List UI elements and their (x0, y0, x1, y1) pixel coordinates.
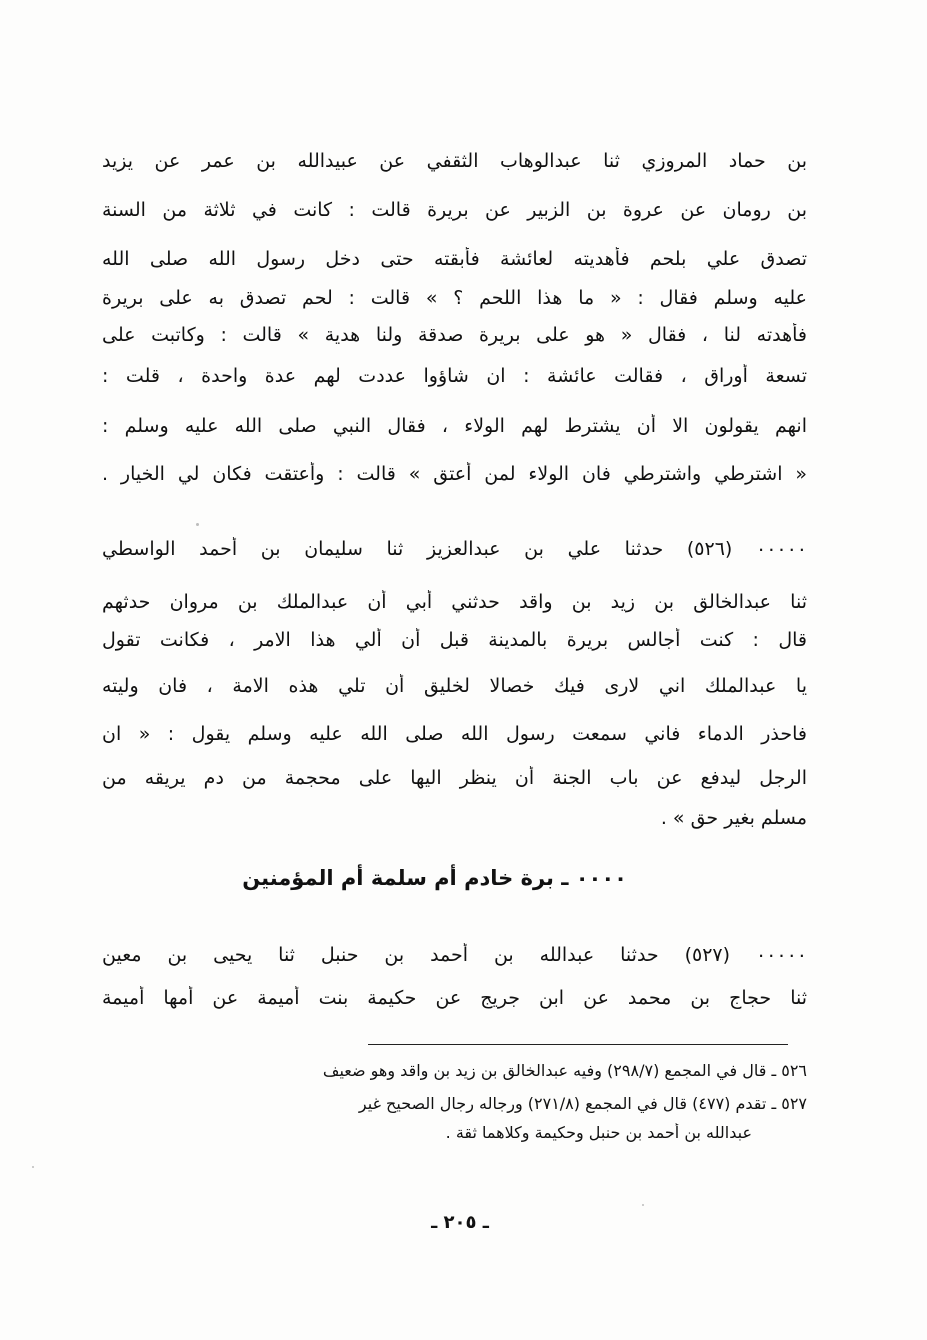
body-line: تسعة أوراق ، فقالت عائشة : ان شاؤوا عددت لهم عدة واحدة ، قلت : (102, 365, 807, 387)
section-heading: ٠٠٠٠ ـ برة خادم أم سلمة أم المؤمنين (242, 866, 627, 890)
body-line: ثنا حجاج بن محمد عن ابن جريج عن حكيمة بنت أميمة عن أمها أميمة (102, 987, 807, 1009)
body-line: انهم يقولون الا أن يشترط لهم الولاء ، فقال النبي صلى الله عليه وسلم : (102, 415, 807, 437)
body-line: يا عبدالملك اني لارى فيك خصالا لخليق أن تلي هذه الامة ، فان وليته (102, 675, 807, 697)
footnote-line: ٥٢٦ ـ قال في المجمع (٢٩٨/٧) وفيه عبدالخالق بن زيد بن واقد وهو ضعيف (322, 1061, 807, 1080)
body-line: بن رومان عن عروة بن الزبير عن بريرة قالت : كانت في ثلاثة من السنة (102, 199, 807, 221)
body-line: مسلم بغير حق » . (660, 807, 807, 829)
footnote-separator (368, 1044, 788, 1045)
footnote-line: ٥٢٧ ـ تقدم (٤٧٧) قال في المجمع (٢٧١/٨) ورجاله رجال الصحيح غير (358, 1094, 807, 1113)
body-line: عليه وسلم فقال : « ما هذا اللحم ؟ » قالت : لحم تصدق به على بريرة (102, 287, 807, 309)
body-line: ثنا عبدالخالق بن زيد بن واقد حدثني أبي أن عبدالملك بن مروان حدثهم (102, 591, 807, 613)
body-line: « اشترطي واشترطي فان الولاء لمن أعتق » قالت : وأعتقت فكان لي الخيار . (102, 463, 807, 485)
body-line: ٠٠٠٠٠ (٥٢٦) حدثنا علي بن عبدالعزيز ثنا سليمان بن أحمد الواسطي (102, 538, 807, 560)
footnote-line: عبدالله بن أحمد بن حنبل وحكيمة وكلاهما ثقة . (445, 1123, 752, 1142)
scan-speck (196, 523, 199, 526)
body-line: بن حماد المروزي ثنا عبدالوهاب الثقفي عن عبيدالله بن عمر عن يزيد (102, 150, 807, 172)
body-line: قال : كنت أجالس بريرة بالمدينة قبل أن ألي هذا الامر ، فكانت تقول (102, 629, 807, 651)
body-line: فاحذر الدماء فاني سمعت رسول الله صلى الله عليه وسلم يقول : « ان (102, 723, 807, 745)
scan-speck (642, 1204, 644, 1206)
body-line: الرجل ليدفع عن باب الجنة أن ينظر اليها على محجمة من دم يريقه من (102, 767, 807, 789)
page-number: ـ ٢٠٥ ـ (431, 1212, 489, 1233)
body-line: ٠٠٠٠٠ (٥٢٧) حدثنا عبدالله بن أحمد بن حنبل ثنا يحيى بن معين (102, 944, 807, 966)
body-line: فأهدته لنا ، فقال « هو على بريرة صدقة ولنا هدية » قالت : وكاتبت على (102, 324, 807, 346)
scan-speck (32, 1166, 34, 1168)
body-line: تصدق علي بلحم فأهديته لعائشة فأبقته حتى دخل رسول الله صلى الله (102, 248, 807, 270)
